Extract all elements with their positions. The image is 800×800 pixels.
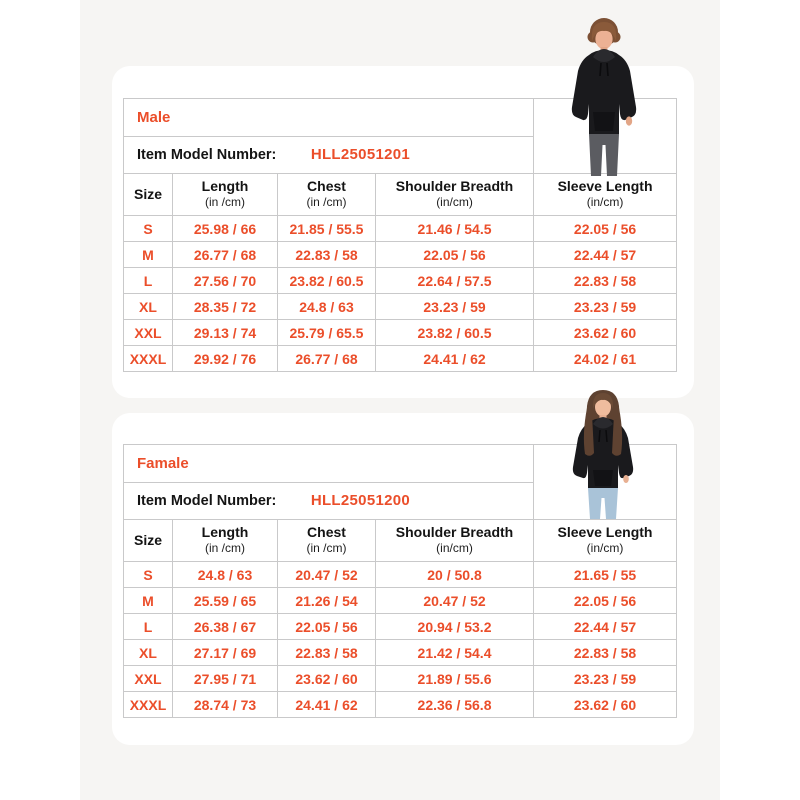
- sleeve-cell: 22.05 / 56: [534, 216, 677, 242]
- chest-cell: 22.83 / 58: [278, 242, 376, 268]
- chest-cell: 21.85 / 55.5: [278, 216, 376, 242]
- chest-cell: 26.77 / 68: [278, 346, 376, 372]
- col-header-shoulder-breadth: Shoulder Breadth (in/cm): [376, 174, 534, 216]
- sleeve-cell: 23.23 / 59: [534, 294, 677, 320]
- sleeve-cell: 23.62 / 60: [534, 692, 677, 718]
- size-row-xxxl: [124, 692, 677, 718]
- length-cell: 29.92 / 76: [173, 346, 278, 372]
- size-cell: S: [124, 216, 173, 242]
- size-cell: XXXL: [124, 692, 173, 718]
- chest-cell: 22.05 / 56: [278, 614, 376, 640]
- size-row-xl: [124, 294, 677, 320]
- table-header-row: [124, 520, 677, 562]
- size-row-s: [124, 562, 677, 588]
- content-panel: [80, 0, 720, 800]
- col-header-chest: Chest (in /cm): [278, 174, 376, 216]
- male-model-photo: [564, 14, 644, 176]
- chest-cell: 20.47 / 52: [278, 562, 376, 588]
- gender-label: Male: [124, 99, 534, 137]
- item-model-number-value: HLL25051201: [310, 146, 411, 163]
- shoulder-cell: 22.05 / 56: [376, 242, 534, 268]
- item-model-number-label: Item Model Number:: [137, 493, 277, 509]
- item-model-number-value: HLL25051200: [310, 492, 411, 509]
- chest-cell: 23.82 / 60.5: [278, 268, 376, 294]
- size-cell: L: [124, 268, 173, 294]
- size-cell: XXL: [124, 320, 173, 346]
- sleeve-cell: 23.62 / 60: [534, 320, 677, 346]
- size-cell: XL: [124, 294, 173, 320]
- size-cell: S: [124, 562, 173, 588]
- size-cell: M: [124, 242, 173, 268]
- chest-cell: 21.26 / 54: [278, 588, 376, 614]
- chest-cell: 24.41 / 62: [278, 692, 376, 718]
- shoulder-cell: 20.94 / 53.2: [376, 614, 534, 640]
- female-kangaroo-pocket: [593, 470, 613, 486]
- col-header-sleeve-length: Sleeve Length (in/cm): [534, 174, 677, 216]
- length-cell: 29.13 / 74: [173, 320, 278, 346]
- length-cell: 27.56 / 70: [173, 268, 278, 294]
- col-header-chest: Chest (in /cm): [278, 520, 376, 562]
- col-header-size: Size: [124, 520, 173, 562]
- sleeve-cell: 22.44 / 57: [534, 614, 677, 640]
- length-cell: 24.8 / 63: [173, 562, 278, 588]
- size-cell: M: [124, 588, 173, 614]
- size-row-m: [124, 588, 677, 614]
- length-cell: 28.35 / 72: [173, 294, 278, 320]
- size-row-s: [124, 216, 677, 242]
- sleeve-cell: 22.83 / 58: [534, 268, 677, 294]
- shoulder-cell: 21.46 / 54.5: [376, 216, 534, 242]
- size-row-m: [124, 242, 677, 268]
- shoulder-cell: 20.47 / 52: [376, 588, 534, 614]
- female-jeans: [588, 488, 618, 519]
- male-size-chart-card: [112, 66, 694, 398]
- sleeve-cell: 22.83 / 58: [534, 640, 677, 666]
- chest-cell: 25.79 / 65.5: [278, 320, 376, 346]
- size-row-xxxl: [124, 346, 677, 372]
- size-row-l: [124, 268, 677, 294]
- item-model-number-label: Item Model Number:: [137, 147, 277, 163]
- shoulder-cell: 20 / 50.8: [376, 562, 534, 588]
- sleeve-cell: 21.65 / 55: [534, 562, 677, 588]
- chest-cell: 23.62 / 60: [278, 666, 376, 692]
- size-cell: L: [124, 614, 173, 640]
- sleeve-cell: 23.23 / 59: [534, 666, 677, 692]
- col-header-sleeve-length: Sleeve Length (in/cm): [534, 520, 677, 562]
- chest-cell: 24.8 / 63: [278, 294, 376, 320]
- size-cell: XL: [124, 640, 173, 666]
- size-row-l: [124, 614, 677, 640]
- chest-cell: 22.83 / 58: [278, 640, 376, 666]
- size-row-xxl: [124, 666, 677, 692]
- length-cell: 26.38 / 67: [173, 614, 278, 640]
- gender-label: Famale: [124, 445, 534, 483]
- shoulder-cell: 22.64 / 57.5: [376, 268, 534, 294]
- size-row-xl: [124, 640, 677, 666]
- col-header-length: Length (in /cm): [173, 174, 278, 216]
- length-cell: 26.77 / 68: [173, 242, 278, 268]
- shoulder-cell: 21.42 / 54.4: [376, 640, 534, 666]
- length-cell: 27.17 / 69: [173, 640, 278, 666]
- female-hand: [623, 475, 629, 483]
- size-cell: XXL: [124, 666, 173, 692]
- size-cell: XXXL: [124, 346, 173, 372]
- size-row-xxl: [124, 320, 677, 346]
- length-cell: 25.59 / 65: [173, 588, 278, 614]
- male-kangaroo-pocket: [593, 112, 615, 131]
- sleeve-cell: 24.02 / 61: [534, 346, 677, 372]
- shoulder-cell: 21.89 / 55.6: [376, 666, 534, 692]
- col-header-length: Length (in /cm): [173, 520, 278, 562]
- shoulder-cell: 23.23 / 59: [376, 294, 534, 320]
- female-size-chart-card: [112, 413, 694, 745]
- female-model-photo: [564, 386, 642, 519]
- shoulder-cell: 22.36 / 56.8: [376, 692, 534, 718]
- shoulder-cell: 23.82 / 60.5: [376, 320, 534, 346]
- shoulder-cell: 24.41 / 62: [376, 346, 534, 372]
- male-pants: [589, 134, 619, 176]
- male-hand: [626, 116, 632, 125]
- sleeve-cell: 22.05 / 56: [534, 588, 677, 614]
- length-cell: 27.95 / 71: [173, 666, 278, 692]
- table-header-row: [124, 174, 677, 216]
- length-cell: 25.98 / 66: [173, 216, 278, 242]
- length-cell: 28.74 / 73: [173, 692, 278, 718]
- col-header-size: Size: [124, 174, 173, 216]
- col-header-shoulder-breadth: Shoulder Breadth (in/cm): [376, 520, 534, 562]
- sleeve-cell: 22.44 / 57: [534, 242, 677, 268]
